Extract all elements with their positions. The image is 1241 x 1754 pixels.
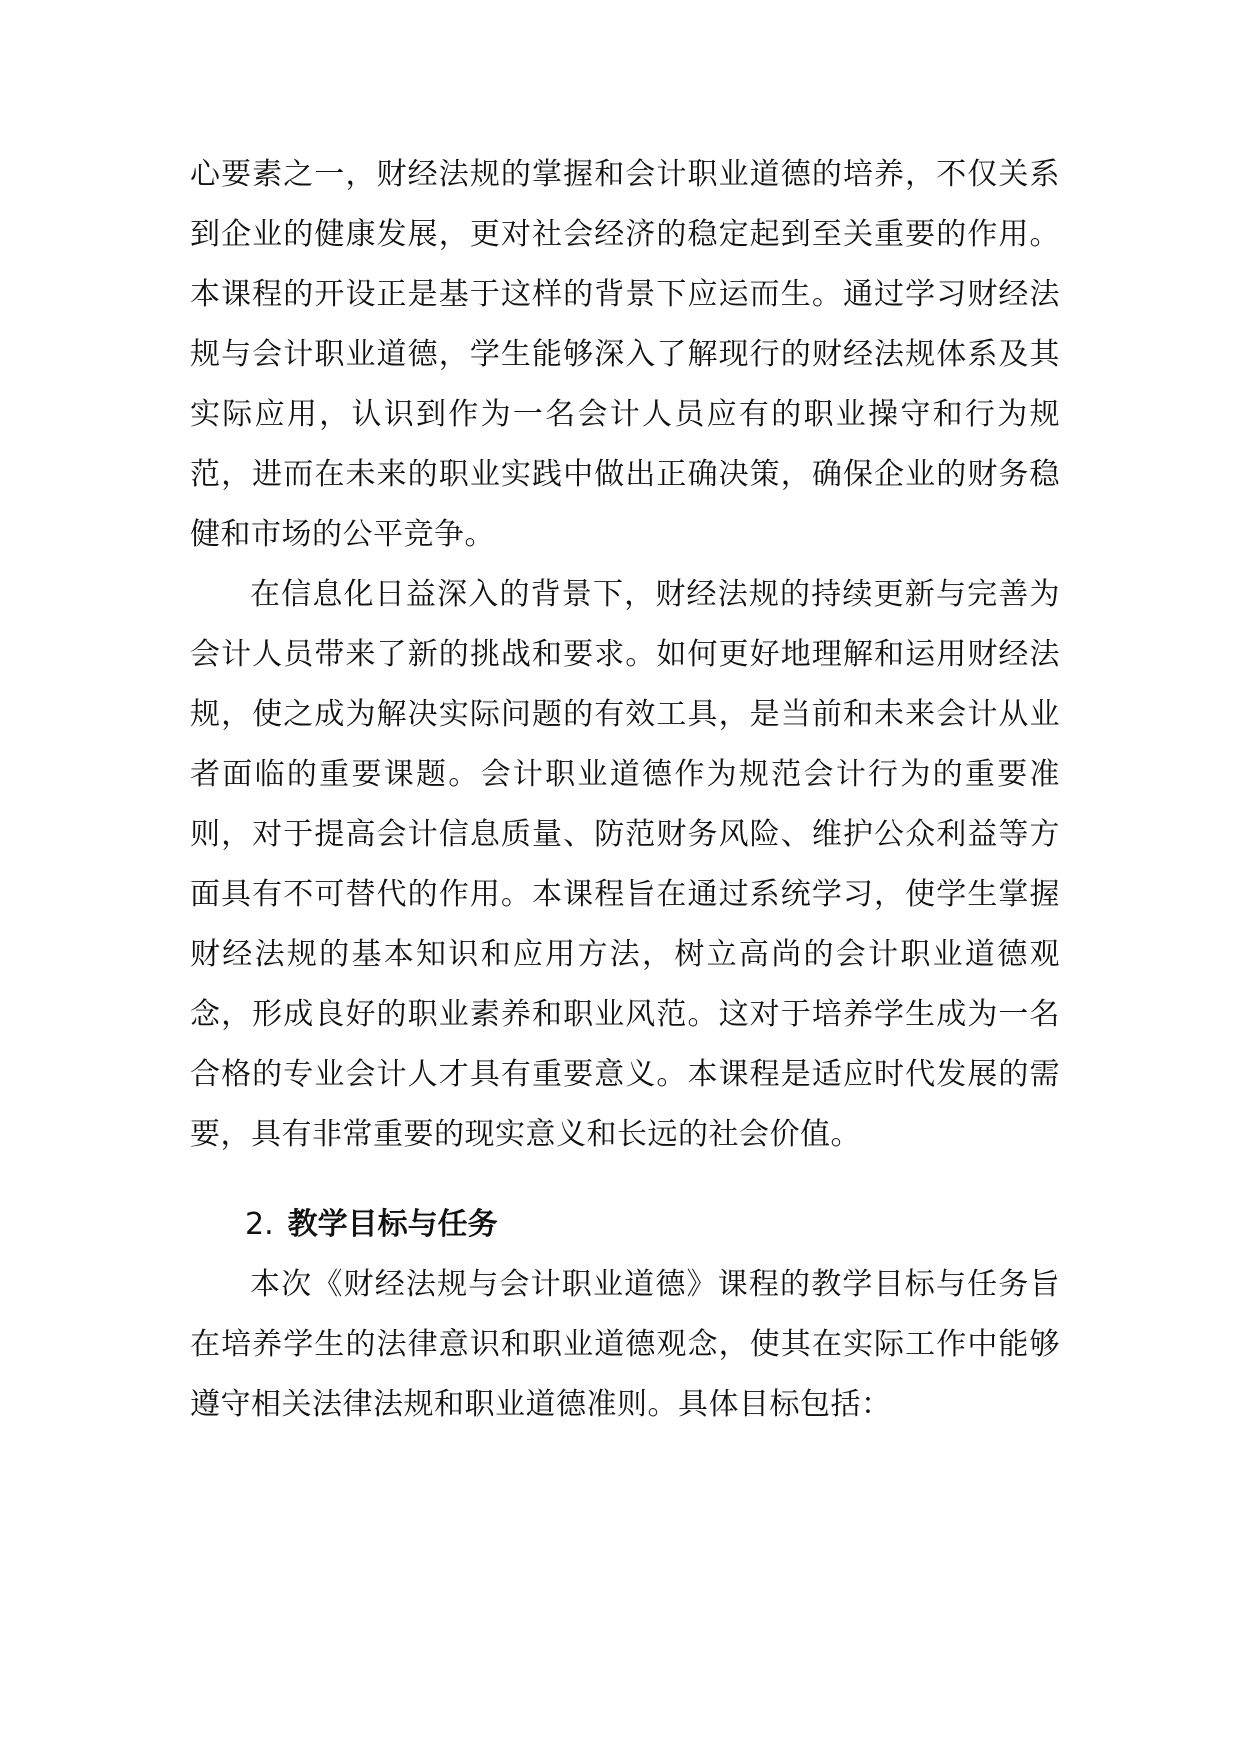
section-number: 2. xyxy=(245,1207,274,1242)
paragraph-teaching-goals: 本次《财经法规与会计职业道德》课程的教学目标与任务旨在培养学生的法律意识和职业道德观念，使其在实际工作中能够遵守相关法律法规和职业道德准则。具体目标包括： xyxy=(190,1267,1060,1422)
section-gap xyxy=(190,1165,1060,1195)
document-page xyxy=(190,145,1060,1435)
paragraph-course-background: 心要素之一，财经法规的掌握和会计职业道德的培养，不仅关系到企业的健康发展，更对社会经济的稳定起到至关重要的作用。本课程的开设正是基于这样的背景下应运而生。通过学习财经法规与会计职业道德，学生能够深入了解现行的财经法规体系及其实际应用，认识到作为一名会计人员应有的职业操守和行为规范，进而在未来的职业实践中做出正确决策，确保企业的财务稳健和市场的公平竞争。 xyxy=(190,157,1060,552)
section-heading xyxy=(190,1195,1060,1255)
section-title: 教学目标与任务 xyxy=(287,1207,498,1242)
paragraph-informatization: 在信息化日益深入的背景下，财经法规的持续更新与完善为会计人员带来了新的挑战和要求。如何更好地理解和运用财经法规，使之成为解决实际问题的有效工具，是当前和未来会计从业者面临的重要课题。会计职业道德作为规范会计行为的重要准则，对于提高会计信息质量、防范财务风险、维护公众利益等方面具有不可替代的作用。本课程旨在通过系统学习，使学生掌握财经法规的基本知识和应用方法，树立高尚的会计职业道德观念，形成良好的职业素养和职业风范。这对于培养学生成为一名合格的专业会计人才具有重要意义。本课程是适应时代发展的需要，具有非常重要的现实意义和长远的社会价值。 xyxy=(190,577,1060,1152)
